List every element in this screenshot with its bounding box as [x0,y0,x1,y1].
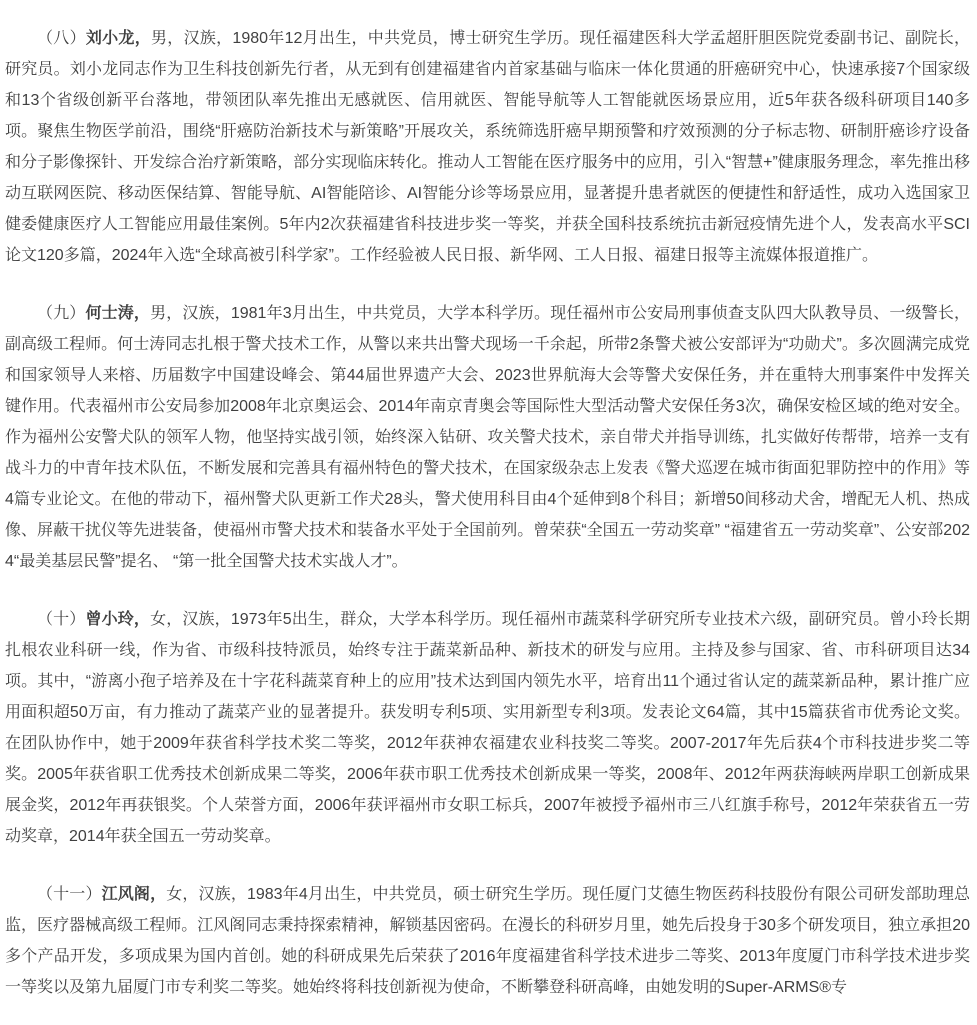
person-name: 何士涛， [85,305,151,322]
person-entry-8-liu-xiaolong [5,23,970,271]
entry-text: 男，汉族，1981年3月出生，中共党员，大学本科学历。现任福州市公安局刑事侦查支队四大队教导员、一级警长，副高级工程师。何士涛同志扎根于警犬技术工作，从警以来共出警犬现场一千余起，所带2条警犬被公安部评为“功勋犬”。多次圆满完成党和国家领导人来榕、历届数字中国建设峰会、第44届世界遗产大会、2023世界航海大会等警犬安保任务，并在重特大刑事案件中发挥关键作用。代表福州市公安局参加2008年北京奥运会、2014年南京青奥会等国际性大型活动警犬安保任务3次，确保安检区域的绝对安全。作为福州公安警犬队的领军人物，他坚持实战引领，始终深入钻研、攻关警犬技术，亲自带犬并指导训练，扎实做好传帮带，培养一支有战斗力的中青年技术队伍，不断发展和完善具有福州特色的警犬技术，在国家级杂志上发表《警犬巡逻在城市街面犯罪防控中的作用》等4篇专业论文。在他的带动下，福州警犬队更新工作犬28头，警犬使用科目由4个延伸到8个科目；新增50间移动犬舍，增配无人机、热成像、屏蔽干扰仪等先进装备，使福州市警犬技术和装备水平处于全国前列。曾荣获“全国五一劳动奖章” “福建省五一劳动奖章”、公安部2024“最美基层民警”提名、 “第一批全国警犬技术实战人才”。 [5,305,970,570]
entry-number: （八） [37,30,86,47]
entry-text: 女，汉族，1973年5出生，群众，大学本科学历。现任福州市蔬菜科学研究所专业技术六级，副研究员。曾小玲长期扎根农业科研一线，作为省、市级科技特派员，始终专注于蔬菜新品种、新技术的研发与应用。主持及参与国家、省、市科研项目达34项。其中，“游离小孢子培养及在十字花科蔬菜育种上的应用”技术达到国内领先水平，培育出11个通过省认定的蔬菜新品种，累计推广应用面积超50万亩，有力推动了蔬菜产业的显著提升。获发明专利5项、实用新型专利3项。发表论文64篇，其中15篇获省市优秀论文奖。在团队协作中，她于2009年获省科学技术奖二等奖，2012年获神农福建农业科技奖二等奖。2007-2017年先后获4个市科技进步奖二等奖。2005年获省职工优秀技术创新成果二等奖，2006年获市职工优秀技术创新成果一等奖，2008年、2012年两获海峡两岸职工创新成果展金奖，2012年再获银奖。个人荣誉方面，2006年获评福州市女职工标兵，2007年被授予福州市三八红旗手称号，2012年荣获省五一劳动奖章，2014年获全国五一劳动奖章。 [5,611,970,845]
person-name: 江风阁， [101,886,167,903]
person-name: 刘小龙， [85,30,151,47]
person-entry-9-he-shitao [5,298,970,577]
entry-number: （十） [37,611,86,628]
entry-number: （十一） [37,886,102,903]
entry-text: 男，汉族，1980年12月出生，中共党员，博士研究生学历。现任福建医科大学孟超肝胆医院党委副书记、副院长，研究员。刘小龙同志作为卫生科技创新先行者，从无到有创建福建省内首家基础与临床一体化贯通的肝癌研究中心，快速承接7个国家级和13个省级创新平台落地，带领团队率先推出无感就医、信用就医、智能导航等人工智能就医场景应用，近5年获各级科研项目140多项。聚焦生物医学前沿，围绕“肝癌防治新技术与新策略”开展攻关，系统筛选肝癌早期预警和疗效预测的分子标志物、研制肝癌诊疗设备和分子影像探针、开发综合治疗新策略，部分实现临床转化。推动人工智能在医疗服务中的应用，引入“智慧+”健康服务理念，率先推出移动互联网医院、移动医保结算、智能导航、AI智能陪诊、AI智能分诊等场景应用，显著提升患者就医的便捷性和舒适性，成功入选国家卫健委健康医疗人工智能应用最佳案例。5年内2次获福建省科技进步奖一等奖，并获全国科技系统抗击新冠疫情先进个人，发表高水平SCI论文120多篇，2024年入选“全球高被引科学家”。工作经验被人民日报、新华网、工人日报、福建日报等主流媒体报道推广。 [5,30,970,264]
entry-text: 女，汉族，1983年4月出生，中共党员，硕士研究生学历。现任厦门艾德生物医药科技股份有限公司研发部助理总监，医疗器械高级工程师。江风阁同志秉持探索精神，解锁基因密码。在漫长的科研岁月里，她先后投身于30多个研发项目，独立承担20多个产品开发，多项成果为国内首创。她的科研成果先后荣获了2016年度福建省科学技术进步二等奖、2013年度厦门市科学技术进步奖一等奖以及第九届厦门市专利奖二等奖。她始终将科技创新视为使命，不断攀登科研高峰，由她发明的Super-ARMS®专 [5,886,970,996]
entry-number: （九） [37,305,86,322]
person-name: 曾小玲， [85,611,151,628]
person-entry-10-zeng-xiaoling [5,604,970,852]
person-entry-11-jiang-fengge [5,879,970,1003]
